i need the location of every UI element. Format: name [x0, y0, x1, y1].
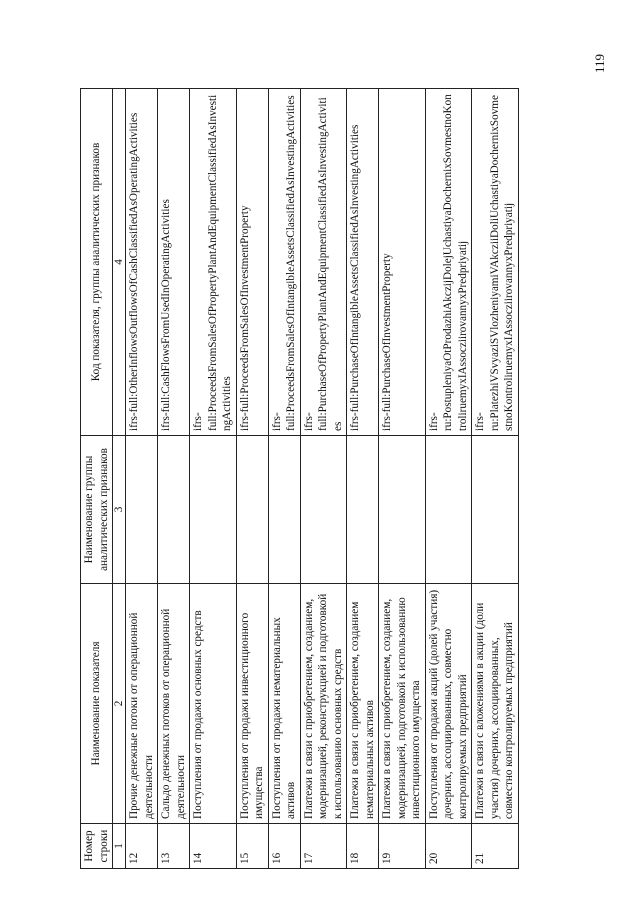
row-number-cell: 21	[472, 824, 519, 869]
indicator-code-cell: ifrs-ru:PlatezhiVSvyaziSVlozheniyamiVAkcziiDoliUchastiyaDocherniхSovmestnoKontroliruemyxIAssocziirovannyxPredpriyatij	[472, 89, 519, 436]
table-row	[190, 89, 237, 869]
indicator-name-cell: Поступления от продажи основных средств	[190, 584, 237, 824]
column-number: 2	[113, 584, 126, 824]
indicator-code-cell: ifrs-full:ProceedsFromSalesOfIntangibleAssetsClassifiedAsInvestingActivities	[268, 89, 300, 436]
indicator-table	[80, 88, 519, 869]
row-number-cell: 13	[158, 824, 190, 869]
group-name-cell	[472, 436, 519, 584]
header-row-number: Номер строки	[81, 824, 113, 869]
column-number: 1	[113, 824, 126, 869]
indicator-name-cell: Прочие денежные потоки от операционной деятельности	[126, 584, 158, 824]
indicator-name-cell: Поступления от продажи нематериальных активов	[268, 584, 300, 824]
row-number-cell: 18	[347, 824, 379, 869]
indicator-name-cell: Платежи в связи с приобретением, созданием, модернизацией, реконструкцией и подготовкой к использованию основных средств	[300, 584, 347, 824]
indicator-code-cell: ifrs-full:OtherInflowsOutflowsOfCashClassifiedAsOperatingActivities	[126, 89, 158, 436]
indicator-name-cell: Сальдо денежных потоков от операционной деятельности	[158, 584, 190, 824]
row-number-cell: 15	[236, 824, 268, 869]
group-name-cell	[425, 436, 472, 584]
group-name-cell	[300, 436, 347, 584]
row-number-cell: 17	[300, 824, 347, 869]
indicator-code-cell: ifrs-ru:PostupleniyaOtProdazhiAkczijDolejUchastiyaDocherniхSovmestnoKontroliruemyxIAssocziirovannyxPredpriyatij	[425, 89, 472, 436]
header-indicator-code: Код показателя, группы аналитических признаков	[81, 89, 113, 436]
table-row	[425, 89, 472, 869]
group-name-cell	[268, 436, 300, 584]
table-row	[236, 89, 268, 869]
column-number: 3	[113, 436, 126, 584]
group-name-cell	[158, 436, 190, 584]
row-number-cell: 12	[126, 824, 158, 869]
row-number-cell: 20	[425, 824, 472, 869]
indicator-code-cell: ifrs-full:PurchaseOfPropertyPlantAndEquipmentClassifiedAsInvestingActivities	[300, 89, 347, 436]
indicator-code-cell: ifrs-full:PurchaseOfInvestmentProperty	[379, 89, 426, 436]
indicator-code-cell: ifrs-full:PurchaseOfIntangibleAssetsClassifiedAsInvestingActivities	[347, 89, 379, 436]
group-name-cell	[236, 436, 268, 584]
table-row	[379, 89, 426, 869]
indicator-name-cell: Платежи в связи с приобретением, созданием нематериальных активов	[347, 584, 379, 824]
group-name-cell	[379, 436, 426, 584]
header-group-name: Наименование группы аналитических признаков	[81, 436, 113, 584]
header-indicator-name: Наименование показателя	[81, 584, 113, 824]
group-name-cell	[347, 436, 379, 584]
table-row	[300, 89, 347, 869]
group-name-cell	[190, 436, 237, 584]
row-number-cell: 14	[190, 824, 237, 869]
table-row	[126, 89, 158, 869]
indicator-code-cell: ifrs-full:CashFlowsFromUsedInOperatingActivities	[158, 89, 190, 436]
table-row	[347, 89, 379, 869]
indicator-name-cell: Поступления от продажи акций (долей участия) дочерних, ассоциированных, совместно контролируемых предприятий	[425, 584, 472, 824]
row-number-cell: 16	[268, 824, 300, 869]
indicator-code-cell: ifrs-full:ProceedsFromSalesOfInvestmentProperty	[236, 89, 268, 436]
indicator-code-cell: ifrs-full:ProceedsFromSalesOfPropertyPlantAndEquipmentClassifiedAsInvestingActivities	[190, 89, 237, 436]
indicator-name-cell: Платежи в связи с вложениями в акции (доли участия) дочерних, ассоциированных, совместно контролируемых предприятий	[472, 584, 519, 824]
table-row	[158, 89, 190, 869]
page-number: 119	[592, 53, 607, 73]
column-number-row	[113, 89, 126, 869]
row-number-cell: 19	[379, 824, 426, 869]
indicator-name-cell: Платежи в связи с приобретением, созданием, модернизацией, подготовкой к использованию инвестиционного имущества	[379, 584, 426, 824]
table-row	[472, 89, 519, 869]
table-row	[268, 89, 300, 869]
indicator-name-cell: Поступления от продажи инвестиционного имущества	[236, 584, 268, 824]
column-number: 4	[113, 89, 126, 436]
group-name-cell	[126, 436, 158, 584]
table-header-row	[81, 89, 113, 869]
